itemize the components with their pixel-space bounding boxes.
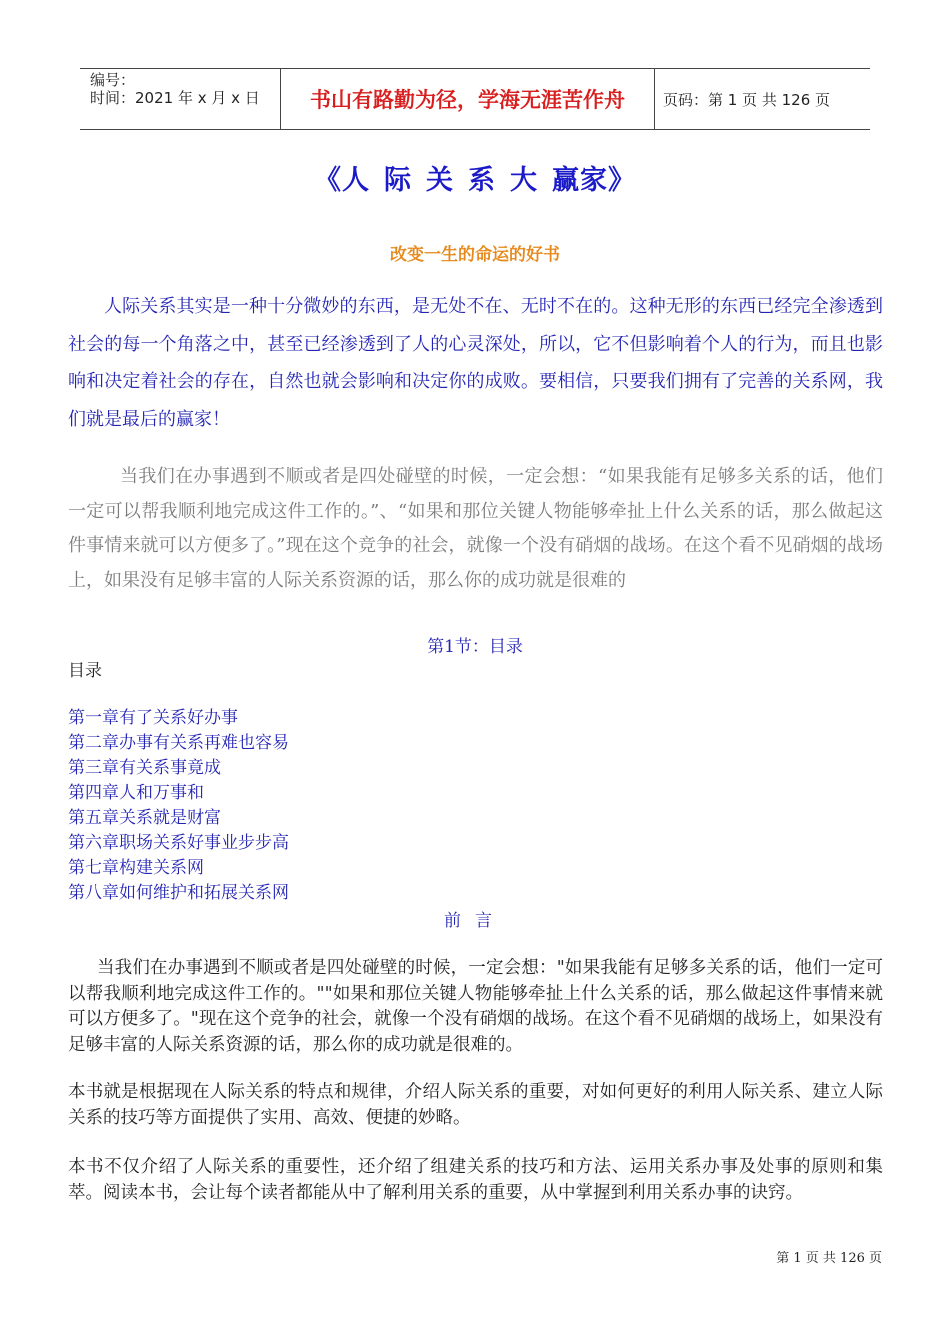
header-page-label: 页码：第 1 页 共 126 页 <box>663 90 831 109</box>
toc-title: 目录 <box>68 661 102 681</box>
number-label: 编号： <box>90 71 136 89</box>
header-meta <box>80 69 281 129</box>
page-header <box>80 68 870 130</box>
title-end: 赢家》 <box>552 165 636 196</box>
intro-paragraph-gray: 当我们在办事遇到不顺或者是四处碰壁的时候，一定会想：“如果我能有足够多关系的话，他们一定可以帮我顺利地完成这件工作的。”、“如果和那位关键人物能够牵扯上什么关系的话，那么做起这件事情来就可以方便多了。”现在这个竞争的社会，就像一个没有硝烟的战场。在这个看不见硝烟的战场上，如果没有足够丰富的人际关系资源的话，那么你的成功就是很难的 <box>68 466 883 591</box>
toc-item[interactable]: 第三章有关系事竟成 <box>68 758 221 778</box>
toc-item[interactable]: 第四章人和万事和 <box>68 783 204 803</box>
toc-item[interactable]: 第八章如何维护和拓展关系网 <box>68 883 289 903</box>
book-title <box>0 158 950 197</box>
toc-item[interactable]: 第五章关系就是财富 <box>68 808 221 828</box>
preface-paragraph: 当我们在办事遇到不顺或者是四处碰壁的时候，一定会想："如果我能有足够多关系的话，他们一定可以帮我顺利地完成这件工作的。""如果和那位关键人物能够牵扯上什么关系的话，那么做起这件事情来就可以方便多了。"现在这个竞争的社会，就像一个没有硝烟的战场。在这个看不见硝烟的战场上，如果没有足够丰富的人际关系资源的话，那么你的成功就是很难的。 <box>68 958 883 1055</box>
intro-paragraph-blue: 人际关系其实是一种十分微妙的东西，是无处不在、无时不在的。这种无形的东西已经完全渗透到社会的每一个角落之中，甚至已经渗透到了人的心灵深处，所以，它不但影响着个人的行为，而且也影响和决定着社会的存在，自然也就会影响和决定你的成败。要相信，只要我们拥有了完善的关系网，我们就是最后的赢家！ <box>68 296 883 430</box>
title-open: 《 <box>314 165 342 196</box>
toc-item[interactable]: 第六章职场关系好事业步步高 <box>68 833 289 853</box>
title-spaced: 人际关系大 <box>342 165 552 196</box>
preface-paragraph: 本书不仅介绍了人际关系的重要性，还介绍了组建关系的技巧和方法、运用关系办事及处事的原则和集萃。阅读本书，会让每个读者都能从中了解利用关系的重要，从中掌握到利用关系办事的诀窍。 <box>68 1157 883 1203</box>
toc-list <box>68 706 289 906</box>
toc-item[interactable]: 第二章办事有关系再难也容易 <box>68 733 289 753</box>
header-motto: 书山有路勤为径，学海无涯苦作舟 <box>281 69 655 129</box>
date-label: 时间：2021 年 x 月 x 日 <box>90 89 260 107</box>
toc-item[interactable]: 第一章有了关系好办事 <box>68 708 238 728</box>
preface-heading: 前言 <box>444 911 506 931</box>
page-footer: 第 1 页 共 126 页 <box>776 1251 882 1266</box>
preface-paragraph: 本书就是根据现在人际关系的特点和规律，介绍人际关系的重要，对如何更好的利用人际关系、建立人际关系的技巧等方面提供了实用、高效、便捷的妙略。 <box>68 1082 883 1128</box>
toc-item[interactable]: 第七章构建关系网 <box>68 858 204 878</box>
book-subtitle: 改变一生的命运的好书 <box>390 245 560 265</box>
section-heading: 第1节：目录 <box>427 637 523 657</box>
